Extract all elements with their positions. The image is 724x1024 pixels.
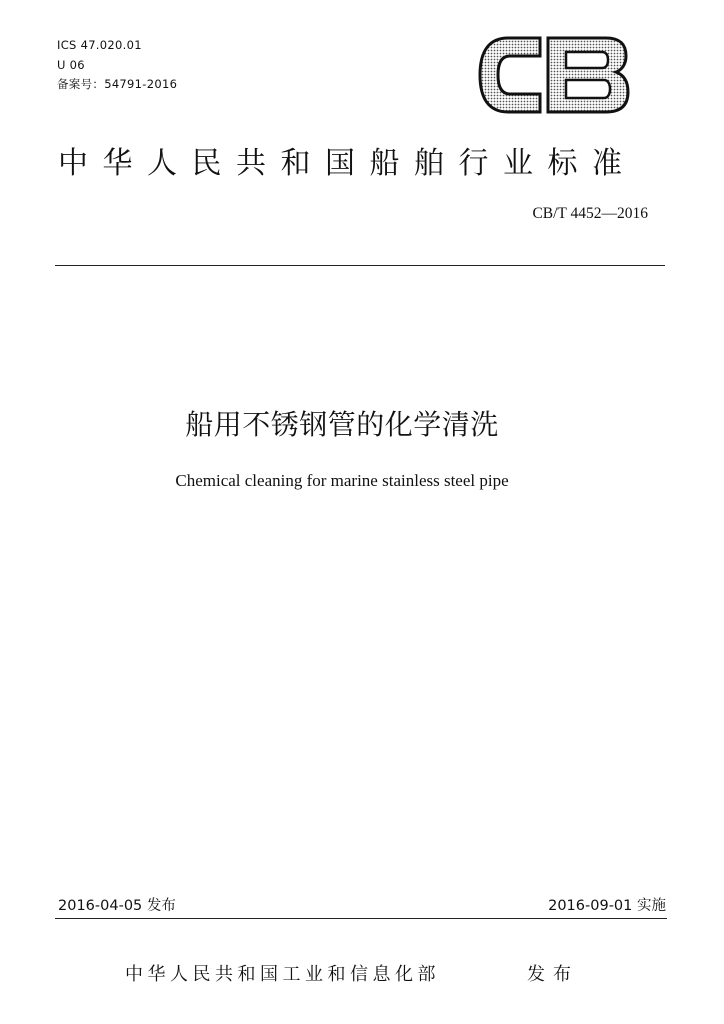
ics-code: ICS 47.020.01 — [57, 38, 142, 52]
standard-title: 中华人民共和国船舶行业标准 — [58, 146, 637, 181]
issue-date: 2016-04-05 发布 — [58, 898, 176, 914]
cb-logo — [478, 34, 630, 116]
ccs-code: U 06 — [57, 58, 85, 72]
bottom-divider — [55, 918, 667, 919]
standard-number: CB/T 4452—2016 — [532, 205, 648, 222]
implementation-date: 2016-09-01 实施 — [548, 898, 666, 914]
filing-number: 备案号：54791-2016 — [57, 77, 178, 91]
top-divider — [55, 265, 665, 266]
logo-b-upper-hole — [566, 52, 608, 68]
publisher: 中华人民共和国工业和信息化部 — [125, 964, 440, 985]
document-title-english: Chemical cleaning for marine stainless steel pipe — [175, 471, 509, 490]
logo-b-lower-hole — [566, 80, 610, 98]
logo-c-shape — [480, 38, 540, 112]
document-title-chinese: 船用不锈钢管的化学清洗 — [185, 408, 499, 441]
logo-b-shape — [548, 38, 628, 112]
publish-label: 发布 — [527, 964, 579, 985]
